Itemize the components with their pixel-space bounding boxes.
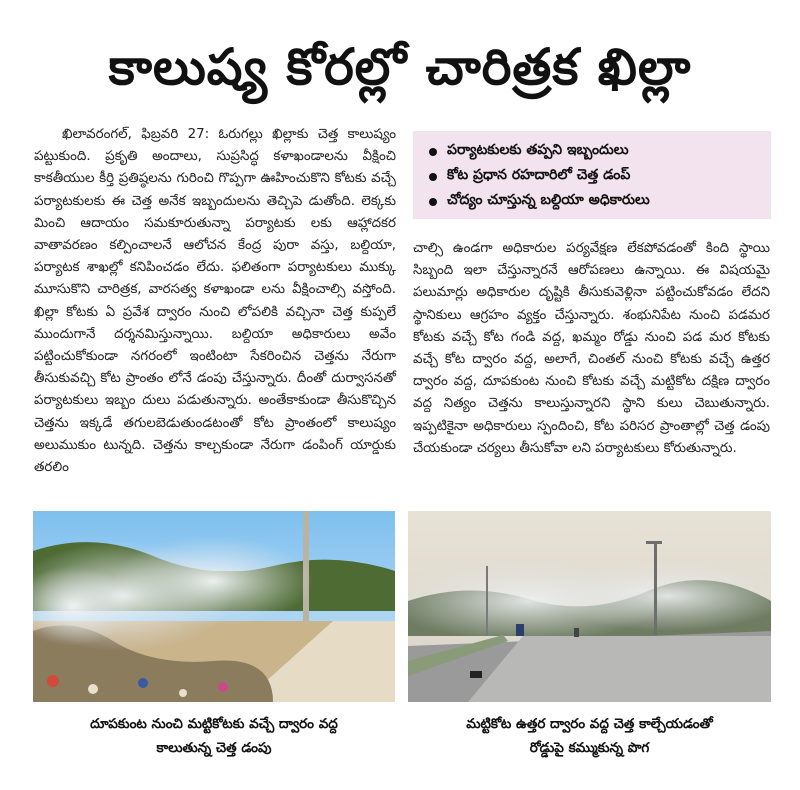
caption-left-line1: దూపకుంట నుంచి మట్టికోటకు వచ్చే ద్వారం వద్ద [90,716,338,732]
article-paragraph-left: ఖిలావరంగల్, ఫిబ్రవరి 27: ఓరుగల్లు ఖిల్లాకు చెత్త కాలుష్యం పట్టుకుంది. ప్రకృతి అందాలు, సుప్రసిద్ధ కళాఖండాలను వీక్షించి కాకతీయుల కీర్తి ప్రతిష్ఠలను గురించి గొప్పగా ఊహించుకొని కోటకు వచ్చే పర్యాటకులకు ఈ చెత్త అనేక ఇబ్బందులను తెచ్చిపె డుతోంది. లెక్కకు మించి ఆదాయం సమకూరుతున్నా పర్యాటకు లకు ఆహ్లాదకర వాతావరణం కల్పించాలనే ఆలోచన కేంద్ర పురా వస్తు, బల్దియా, పర్యాటక శాఖల్లో కనిపించడం లేదు. ఫలితంగా పర్యాటకులు ముక్కు మూసుకొని చారిత్రక, వారసత్వ కళాఖండా లను వీక్షించాల్సి వస్తోంది. ఖిల్లా కోటకు ఏ ప్రవేశ ద్వారం నుంచి లోపలికి వచ్చినా చెత్త కుప్పలే ముందుగానే దర్శనమిస్తున్నాయి. బల్దియా అధికారులు అవేం పట్టించుకోకుండా నగరంలో ఇంటింటా సేకరించిన చెత్తను నేరుగా తీసుకువచ్చి కోట ప్రాంతం లోనే డంపు చేస్తున్నారు. దీంతో దుర్వాసనతో పర్యాటకులు ఇబ్బం దులు పడుతున్నారు. అంతేకాకుండా తీసుకొచ్చిన చెత్తను ఇక్కడే తగులబెడుతుండటంతో కోట ప్రాంతంలో కాలుష్యం అలుముకుం టున్నది. చెత్తను కాల్చకుండా నేరుగా డంపింగ్ యార్డుకు తరలిం [34,127,396,476]
highlight-text: కోట ప్రధాన రహదారిలో చెత్త డంప్ [447,167,631,183]
highlight-item [423,189,761,214]
bullet-icon [429,198,437,206]
smoke-road-image [408,511,771,702]
photo-smoke-road [408,511,771,702]
highlight-item [423,164,761,189]
caption-right-line1: మట్టికోట ఉత్తర ద్వారం వద్ద చెత్త కాల్చేయడంతో [466,716,713,732]
caption-left [33,712,395,760]
bullet-icon [429,173,437,181]
caption-left-line2: కాలుతున్న చెత్త డంపు [156,740,272,756]
headline: కాలుష్య కోరల్లో చారిత్రక ఖిల్లా [108,38,692,96]
bullet-icon [429,148,437,156]
caption-right-line2: రోడ్డుపై కమ్ముకున్న పొగ [529,740,650,756]
article-left-column [34,124,396,479]
highlights-box [413,131,771,219]
highlight-item [423,139,761,164]
article-right-column [413,238,770,460]
article-paragraph-right: చాల్సి ఉండగా అధికారుల పర్యవేక్షణ లేకపోవడంతో కింది స్థాయి సిబ్బంది ఇలా చేస్తున్నారనే ఆరోపణలు ఉన్నాయి. ఈ విషయమై పలుమార్లు అధికారుల దృష్టికి తీసుకువెళ్లినా పట్టించుకోవడం లేదని స్థానికులు ఆగ్రహం వ్యక్తం చేస్తున్నారు. శంభునిపేట నుంచి పడమర కోటకు వచ్చే కోట గండి వద్ద, ఖమ్మం రోడ్డు నుంచి పడ మర కోటకు వచ్చే కోట ద్వారం వద్ద, అలాగే, చింతల్ నుంచి కోటకు వచ్చే ఉత్తర ద్వారం వద్ద, దూపకుంట నుంచి కోటకు వచ్చే మట్టికోట దక్షిణ ద్వారం వద్ద నిత్యం చెత్తను కాలుస్తున్నారని స్థాని కులు చెబుతున్నారు. ఇప్పటికైనా అధికారులు స్పందించి, కోట పరిసర ప్రాంతాల్లో చెత్త డంపు చేయకుండా చర్యలు తీసుకోవా లని పర్యాటకులు కోరుతున్నారు. [413,241,770,456]
highlight-text: చోద్యం చూస్తున్న బల్దియా అధికారులు [447,192,650,208]
highlight-text: పర్యాటకులకు తప్పని ఇబ్బందులు [447,142,629,158]
burning-garbage-image [33,511,395,702]
photo-burning-garbage [33,511,395,702]
caption-right [408,712,771,760]
